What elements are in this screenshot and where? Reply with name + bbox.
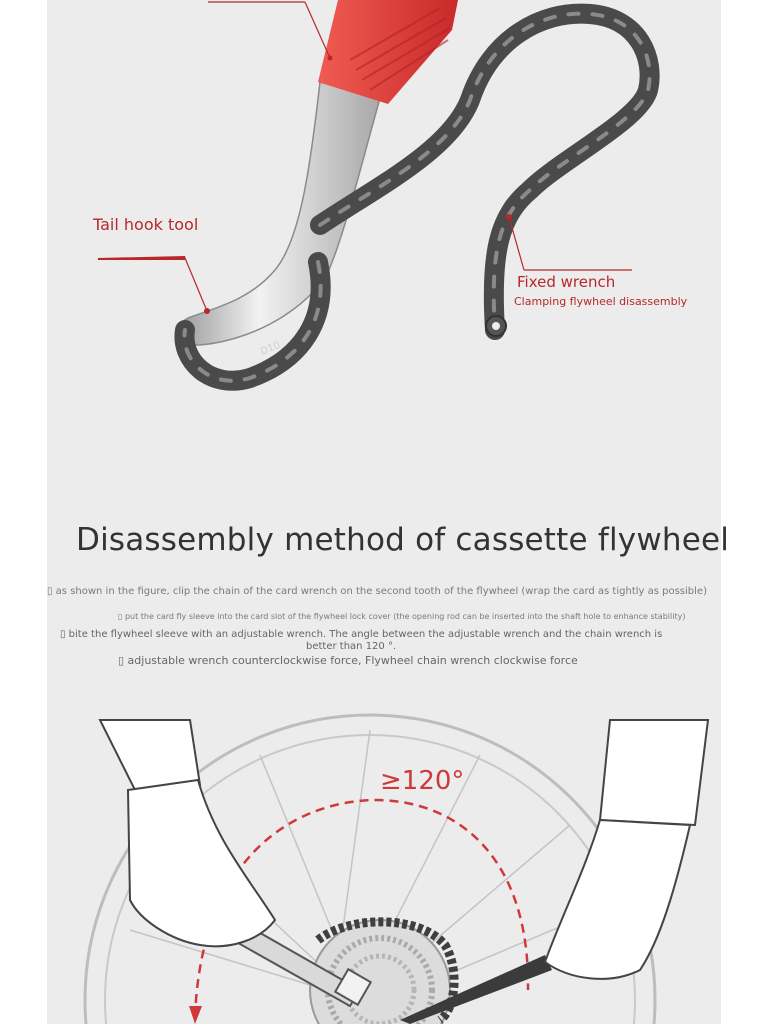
step-2: ▯ put the card fly sleeve into the card slot of the flywheel lock cover (the opening rod can be inserted into the shaft hole to enhance stability) — [118, 612, 686, 621]
tail-hook-underline — [98, 256, 186, 260]
step-1: ▯ as shown in the figure, clip the chain of the card wrench on the second tooth of the flywheel (wrap the card as tightly as possible) — [47, 586, 707, 597]
chain-marking: D10 — [259, 339, 283, 358]
angle-label: ≥120° — [380, 766, 465, 796]
step-3-continued: better than 120 °. — [306, 641, 397, 652]
left-hand — [128, 780, 275, 946]
step-4: ▯ adjustable wrench counterclockwise force, Flywheel chain wrench clockwise force — [118, 654, 578, 667]
left-sleeve — [100, 720, 200, 790]
right-sleeve — [600, 720, 708, 825]
tail-hook-label: Tail hook tool — [93, 215, 199, 234]
arc-arrow-left — [189, 1006, 202, 1024]
section-title: Disassembly method of cassette flywheel — [76, 522, 730, 558]
fixed-wrench-sublabel: Clamping flywheel disassembly — [514, 295, 688, 308]
fixed-wrench-callout-line — [509, 217, 524, 270]
step-3: ▯ bite the flywheel sleeve with an adjustable wrench. The angle between the adjustable wrench and the chain wrench is — [60, 629, 663, 640]
tail-hook-callout-line — [185, 258, 207, 311]
disassembly-illustration — [0, 700, 768, 1024]
right-hand — [545, 820, 690, 979]
fixed-wrench-label: Fixed wrench — [517, 273, 616, 291]
